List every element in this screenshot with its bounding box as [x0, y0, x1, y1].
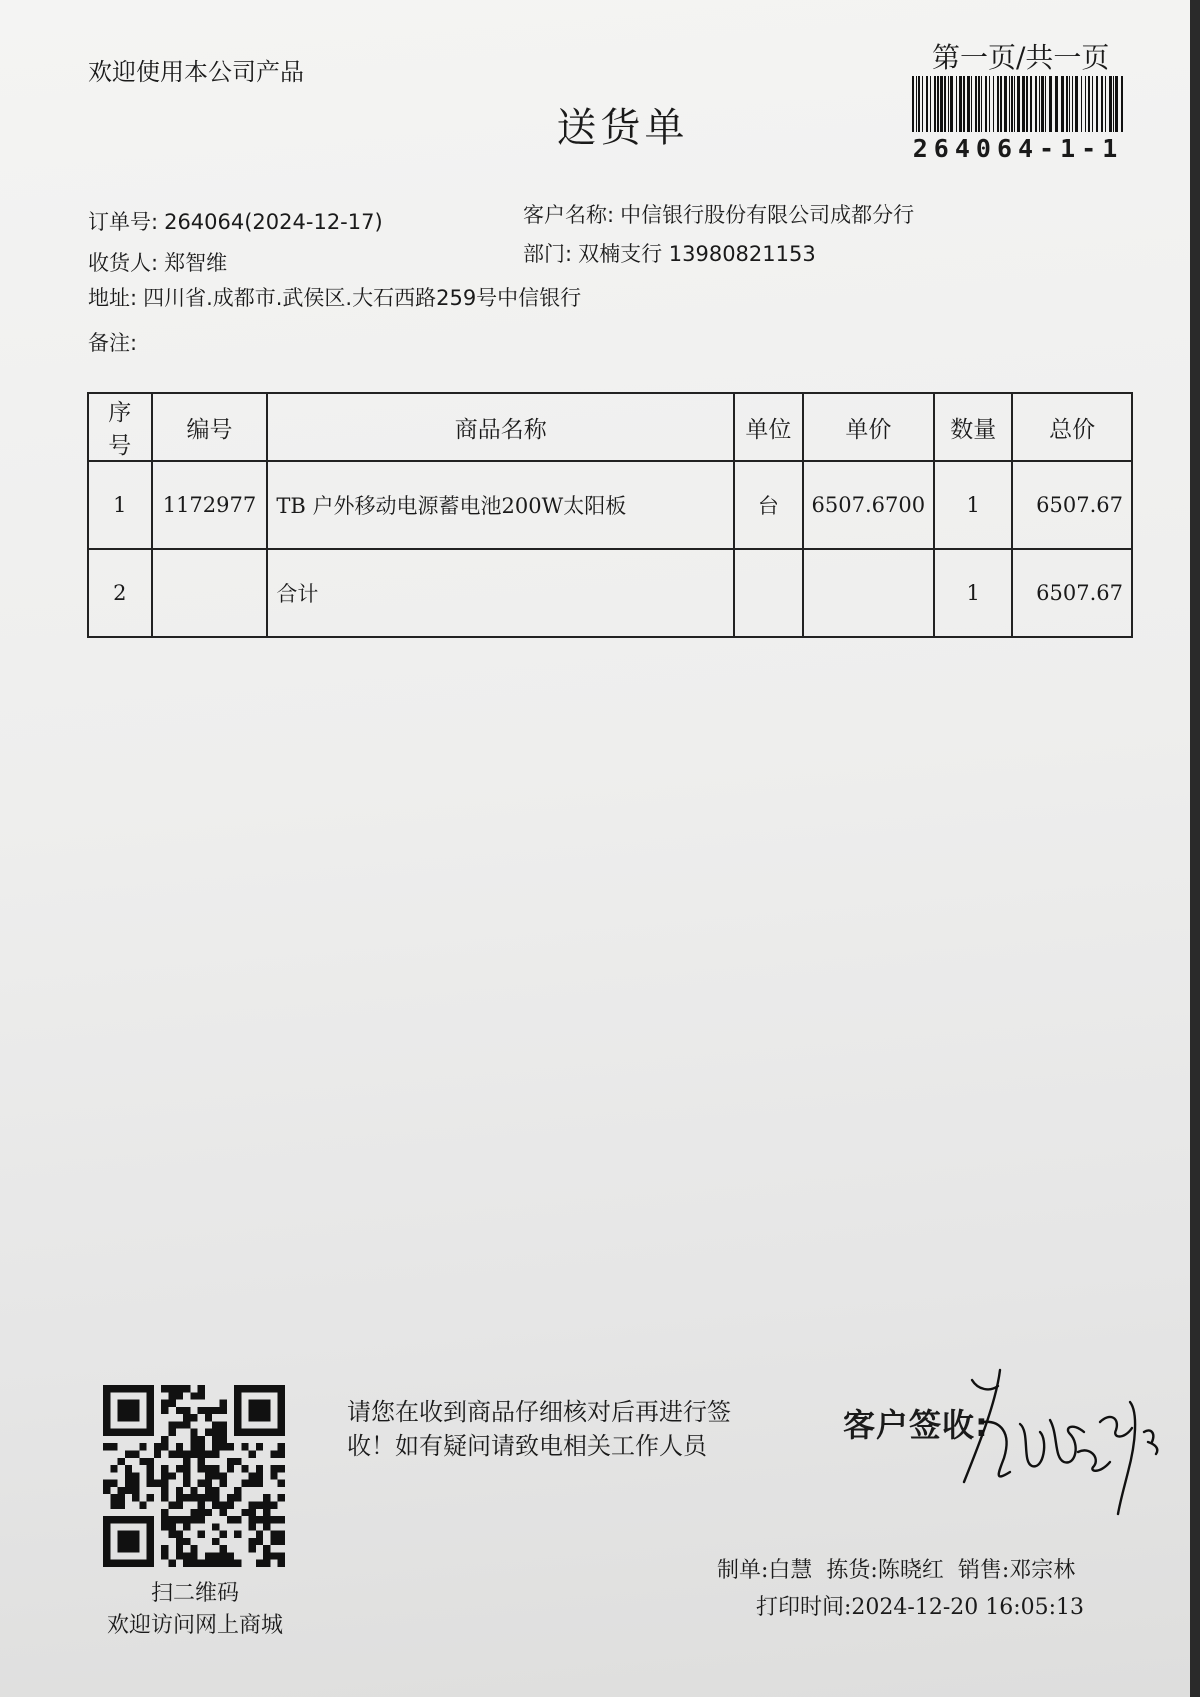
header-seq: 序号 — [88, 393, 152, 461]
cell-unit-price — [803, 549, 935, 637]
qr-caption-visit: 欢迎访问网上商城 — [106, 1613, 283, 1638]
staff-line — [717, 1553, 1075, 1584]
department-value: 双楠支行 13980821153 — [578, 242, 816, 266]
header-code: 编号 — [152, 393, 268, 461]
header-unit-price: 单价 — [803, 393, 935, 461]
address-label: 地址: — [88, 286, 138, 310]
qr-caption-scan: 扫二维码 — [150, 1581, 239, 1606]
header-product-name: 商品名称 — [267, 393, 734, 461]
receiver-value: 郑智维 — [164, 251, 228, 275]
print-time: 打印时间:2024-12-20 16:05:13 — [756, 1595, 1085, 1620]
department-field — [523, 238, 816, 268]
cell-unit: 台 — [734, 461, 802, 549]
cell-seq: 1 — [88, 461, 152, 549]
header-total: 总价 — [1012, 393, 1132, 461]
cell-unit — [734, 549, 802, 637]
welcome-text: 欢迎使用本公司产品 — [88, 58, 304, 86]
header-unit: 单位 — [734, 393, 802, 461]
remark-label: 备注: — [88, 331, 138, 355]
department-label: 部门: — [523, 242, 573, 266]
barcode — [912, 76, 1124, 132]
cell-code: 1172977 — [152, 461, 268, 549]
order-number-value: 264064(2024-12-17) — [164, 210, 383, 234]
remark-field — [88, 327, 143, 357]
items-table — [87, 392, 1133, 638]
picker-text: 拣货:陈晓红 — [826, 1558, 944, 1583]
address-value: 四川省.成都市.武侯区.大石西路259号中信银行 — [143, 286, 582, 310]
address-field — [88, 282, 581, 312]
order-number-label: 订单号: — [88, 210, 159, 234]
cell-total: 6507.67 — [1012, 549, 1132, 637]
barcode-number: 264064-1-1 — [912, 134, 1124, 163]
customer-signature-label: 客户签收: — [843, 1406, 989, 1444]
table-row — [88, 549, 1132, 637]
header-quantity: 数量 — [934, 393, 1012, 461]
cell-code — [152, 549, 268, 637]
qr-code — [103, 1385, 285, 1567]
cell-quantity: 1 — [934, 549, 1012, 637]
cell-product-name: TB 户外移动电源蓄电池200W太阳板 — [267, 461, 734, 549]
table-header-row — [88, 393, 1132, 461]
document-title: 送货单 — [556, 105, 689, 151]
cell-quantity: 1 — [934, 461, 1012, 549]
receiver-label: 收货人: — [88, 251, 159, 275]
cell-product-name: 合计 — [267, 549, 734, 637]
notice-text: 请您在收到商品仔细核对后再进行签收！如有疑问请致电相关工作人员 — [347, 1398, 731, 1460]
cell-unit-price: 6507.6700 — [803, 461, 935, 549]
cell-seq: 2 — [88, 549, 152, 637]
page-info: 第一页/共一页 — [932, 41, 1110, 74]
customer-field — [523, 199, 914, 229]
sales-text: 销售:邓宗林 — [957, 1558, 1076, 1583]
table-row — [88, 461, 1132, 549]
handwritten-signature — [960, 1362, 1170, 1522]
order-number-field — [88, 206, 383, 236]
receiver-field — [88, 247, 227, 277]
cell-total: 6507.67 — [1012, 461, 1132, 549]
customer-value: 中信银行股份有限公司成都分行 — [620, 203, 915, 227]
customer-label: 客户名称: — [523, 203, 615, 227]
maker-text: 制单:白慧 — [717, 1558, 813, 1583]
